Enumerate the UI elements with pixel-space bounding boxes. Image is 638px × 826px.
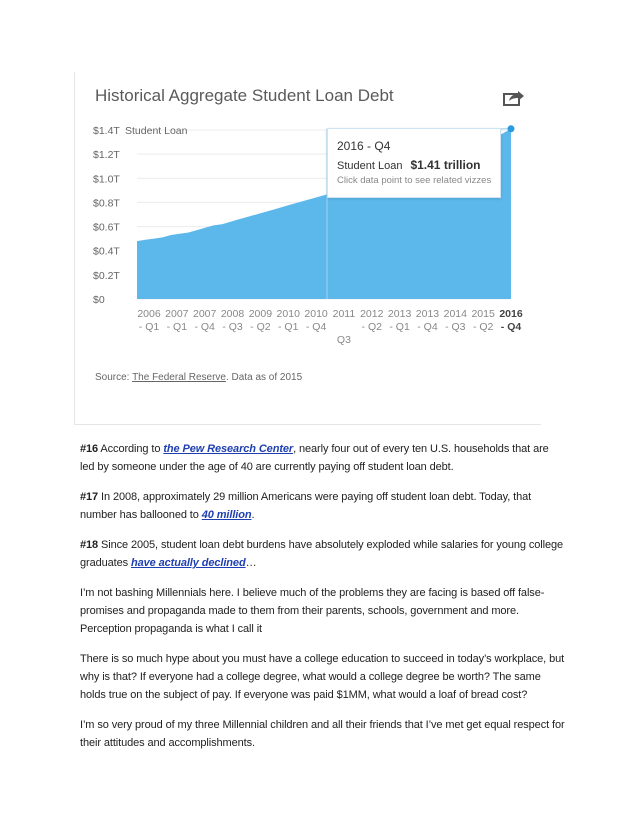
y-tick-label: $1.0T xyxy=(93,173,120,186)
paragraph-16 xyxy=(80,440,566,476)
p17-text-a: In 2008, approximately 29 million Americans were paying off student loan debt. Today, that number has ballooned to xyxy=(80,491,532,521)
forty-million-link[interactable]: 40 million xyxy=(201,509,252,521)
x-tick-year: 2008 xyxy=(220,308,245,320)
x-tick-quarter: - Q2 xyxy=(361,321,382,333)
x-tick-quarter: - Q1 xyxy=(389,321,410,333)
x-tick-quarter: - Q4 xyxy=(305,321,327,333)
p17-text-b: . xyxy=(251,509,255,521)
x-tick-quarter: - Q4 xyxy=(500,321,522,333)
fact-number-18: #18 xyxy=(80,539,99,551)
x-tick-quarter: - Q4 xyxy=(417,321,438,333)
y-tick-label: $0.2T xyxy=(93,269,120,282)
chart-source xyxy=(95,372,302,383)
x-tick-year: 2006 xyxy=(137,308,161,320)
chart-tooltip xyxy=(327,128,501,198)
x-tick-year: 2016 xyxy=(499,308,523,320)
x-tick-quarter: - Q1 xyxy=(278,321,299,333)
paragraph-proud: I’m so very proud of my three Millennial children and all their friends that I’ve met get equal respect for their attitudes and accomplishments. xyxy=(80,719,565,749)
x-tick-year: 2007 xyxy=(165,308,189,320)
p16-text-a: According to xyxy=(98,443,164,455)
y-tick-label: $1.4T xyxy=(93,125,120,137)
paragraph-17 xyxy=(80,488,566,524)
y-tick-label: $1.2T xyxy=(93,149,120,162)
source-prefix: Source: xyxy=(95,372,133,383)
article-body xyxy=(80,440,566,764)
x-tick-quarter: Q3 xyxy=(336,334,351,346)
x-tick-year: 2013 xyxy=(387,308,412,320)
tooltip-hint: Click data point to see related vizzes xyxy=(337,175,492,186)
x-tick-year: 2010 xyxy=(304,308,328,320)
x-tick-quarter: - Q2 xyxy=(250,321,271,333)
fact-number-17: #17 xyxy=(80,491,99,503)
paragraph-college-hype: There is so much hype about you must have a college education to succeed in today’s workplace, but why is that? If everyone had a college degree, what would a college degree be worth? The same holds true on the subject of pay. If everyone was paid $1MM, what would a loaf of bread cost? xyxy=(80,653,565,701)
x-tick-quarter: - Q2 xyxy=(472,321,494,333)
p16-text-b: , nearly four out of every ten U.S. households that are led by someone under the age of 40 are currently paying off student loan debt. xyxy=(80,443,549,473)
y-tick-label: $0.6T xyxy=(93,221,120,234)
x-tick-year: 2015 xyxy=(471,308,495,320)
salaries-declined-link[interactable]: have actually declined xyxy=(130,557,246,569)
x-tick-year: 2013 xyxy=(415,308,440,320)
pew-research-link[interactable]: the Pew Research Center xyxy=(163,443,294,455)
paragraph-millennials: I’m not bashing Millennials here. I believe much of the problems they are facing is based off false-promises and propaganda made to them from their parents, schools, government and more. Perception propaganda is what I call it xyxy=(80,587,545,635)
x-tick-year: 2007 xyxy=(193,308,217,320)
x-tick-quarter: - Q4 xyxy=(194,321,215,333)
x-tick-year: 2014 xyxy=(443,308,467,320)
source-link[interactable]: The Federal Reserve xyxy=(132,372,226,383)
tooltip-title: 2016 - Q4 xyxy=(337,139,391,153)
x-tick-quarter: - Q1 xyxy=(166,321,188,333)
y-tick-label: $0.4T xyxy=(93,245,120,258)
p18-text-b: … xyxy=(245,557,257,569)
y-tick-label: $0 xyxy=(93,294,105,306)
x-tick-year: 2012 xyxy=(360,308,384,320)
tooltip-value: $1.41 trillion xyxy=(410,158,481,172)
paragraph-18 xyxy=(80,536,566,572)
fact-number-16: #16 xyxy=(80,443,99,455)
series-label: Student Loan xyxy=(125,125,188,137)
y-tick-label: $0.8T xyxy=(93,197,120,210)
chart-embed xyxy=(74,72,541,425)
x-tick-year: 2010 xyxy=(276,308,300,320)
tooltip-series: Student Loan xyxy=(337,160,403,172)
p18-text-a: Since 2005, student loan debt burdens have absolutely exploded while salaries for young college graduates xyxy=(80,539,564,569)
chart-title: Historical Aggregate Student Loan Debt xyxy=(95,86,394,105)
data-point-marker xyxy=(508,125,515,132)
tooltip-series-row xyxy=(337,158,480,172)
x-tick-quarter: - Q3 xyxy=(222,321,243,333)
x-tick-year: 2009 xyxy=(248,308,273,320)
x-tick-quarter: - Q3 xyxy=(445,321,466,333)
x-tick-year: 2011 xyxy=(332,308,356,320)
area-chart[interactable] xyxy=(75,72,541,372)
source-suffix: . Data as of 2015 xyxy=(226,372,303,383)
x-tick-quarter: - Q1 xyxy=(138,321,160,333)
